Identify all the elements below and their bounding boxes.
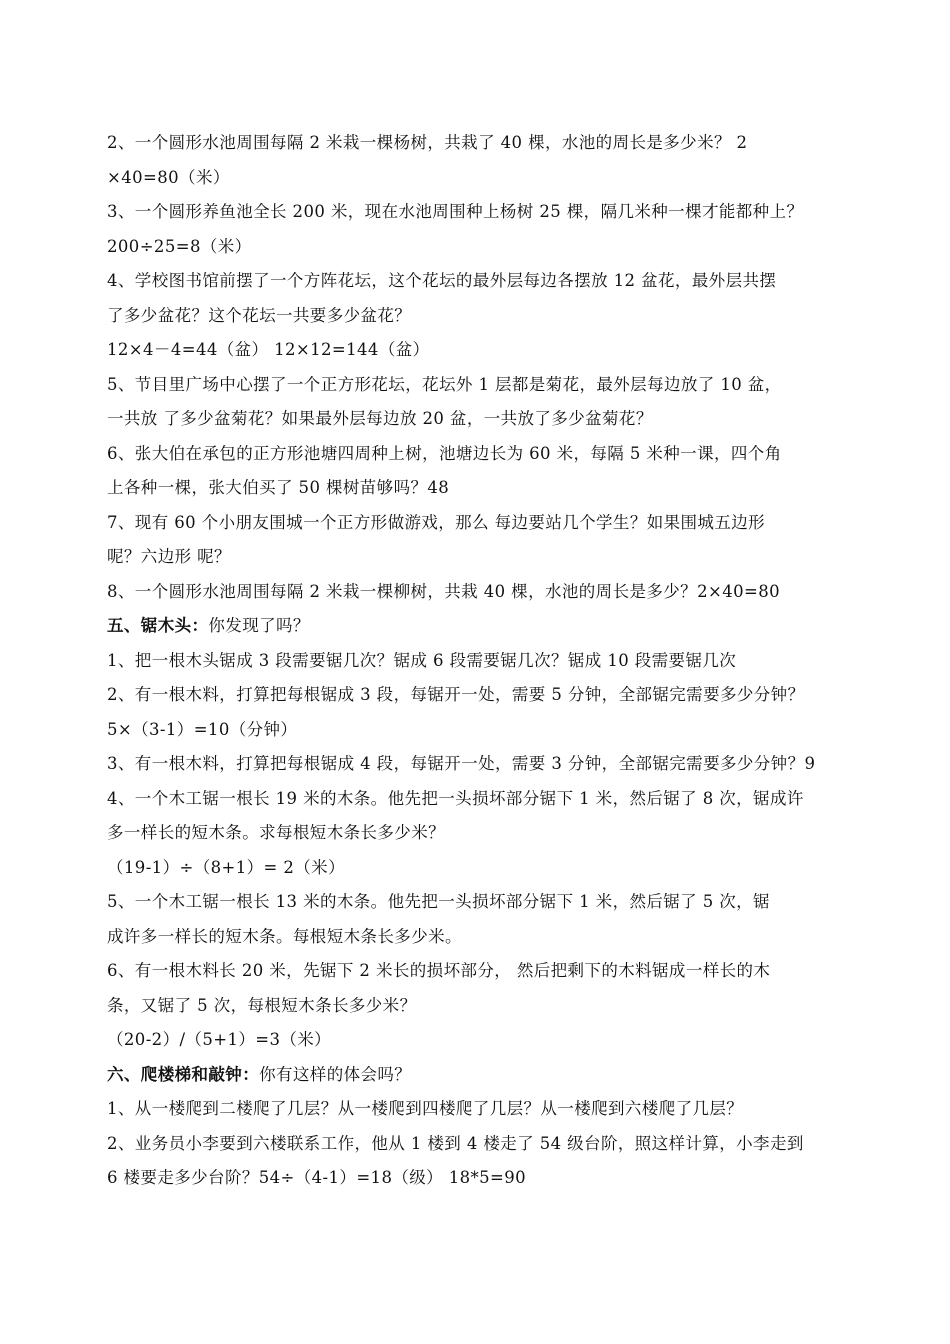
text-line: 3、有一根木料，打算把每根锯成 4 段，每锯开一处，需要 3 分钟，全部锯完需要多少分钟？9 (107, 754, 816, 773)
text-line: 上各种一棵，张大伯买了 50 棵树苗够吗？48 (107, 478, 450, 497)
text-line: 5×（3-1）=10（分钟） (107, 719, 298, 739)
text-line: 2、一个圆形水池周围每隔 2 米栽一棵杨树，共栽了 40 棵，水池的周长是多少米？ 2 (107, 133, 748, 152)
text-line: 5、一个木工锯一根长 13 米的木条。他先把一头损坏部分锯下 1 米，然后锯了 5 次，锯 (107, 892, 770, 911)
text-line: 7、现有 60 个小朋友围城一个正方形做游戏，那么 每边要站几个学生？如果围城五边形 (107, 512, 766, 532)
section-heading-subtitle: 你有这样的体会吗？ (259, 1064, 412, 1084)
section-heading (107, 1058, 847, 1093)
text-line: 1、从一楼爬到二楼爬了几层？从一楼爬到四楼爬了几层？从一楼爬到六楼爬了几层？ (107, 1099, 744, 1118)
text-line: 了多少盆花？这个花坛一共要多少盆花？ (107, 305, 412, 325)
text-line: 条，又锯了 5 次，每根短木条长多少米？ (107, 995, 417, 1015)
text-line: 2、业务员小李要到六楼联系工作，他从 1 楼到 4 楼走了 54 级台阶，照这样计算，小李走到 (107, 1133, 804, 1153)
text-line: 3、一个圆形养鱼池全长 200 米，现在水池周围种上杨树 25 棵，隔几米种一棵才能都种上？ (107, 202, 804, 221)
section-heading (107, 609, 847, 644)
text-line: 2、有一根木料，打算把每根锯成 3 段，每锯开一处，需要 5 分钟，全部锯完需要多少分钟？ (107, 685, 805, 704)
text-line: 5、节目里广场中心摆了一个正方形花坛，花坛外 1 层都是菊花，最外层每边放了 10 盆， (107, 374, 782, 394)
section-heading-title: 六、爬楼梯和敲钟： (107, 1064, 260, 1084)
text-line: 成许多一样长的短木条。每根短木条长多少米。 (107, 926, 462, 946)
section-heading-subtitle: 你发现了吗？ (208, 616, 310, 635)
text-line: 4、一个木工锯一根长 19 米的木条。他先把一头损坏部分锯下 1 米，然后锯了 8 次，锯成许 (107, 788, 804, 808)
text-line: 12×4－4=44（盆） 12×12=144（盆） (107, 340, 430, 359)
text-line: 呢？六边形 呢？ (107, 547, 231, 566)
text-line: 多一样长的短木条。求每根短木条长多少米？ (107, 823, 445, 842)
text-line: ×40=80（米） (107, 167, 230, 187)
text-line: 4、学校图书馆前摆了一个方阵花坛，这个花坛的最外层每边各摆放 12 盆花，最外层共摆 (107, 271, 777, 290)
section-heading-title: 五、锯木头： (107, 616, 209, 635)
text-line: 1、把一根木头锯成 3 段需要锯几次？锯成 6 段需要锯几次？锯成 10 段需要锯几次 (107, 650, 737, 670)
text-line: 200÷25=8（米） (107, 236, 252, 256)
text-line: （19-1）÷（8+1）= 2（米） (107, 857, 345, 877)
text-line: 一共放 了多少盆菊花？如果最外层每边放 20 盆，一共放了多少盆菊花？ (107, 409, 653, 428)
text-line: （20-2）/（5+1）=3（米） (107, 1030, 332, 1049)
document-body (107, 126, 847, 1196)
text-line: 6、张大伯在承包的正方形池塘四周种上树，池塘边长为 60 米，每隔 5 米种一课，四个角 (107, 443, 782, 463)
text-line: 6、有一根木料长 20 米，先锯下 2 米长的损坏部分， 然后把剩下的木料锯成一样长的木 (107, 961, 771, 980)
text-line: 8、一个圆形水池周围每隔 2 米栽一棵柳树，共栽 40 棵，水池的周长是多少？2×40=80 (107, 581, 781, 601)
text-line: 6 楼要走多少台阶？54÷（4-1）=18（级） 18*5=90 (107, 1168, 527, 1187)
